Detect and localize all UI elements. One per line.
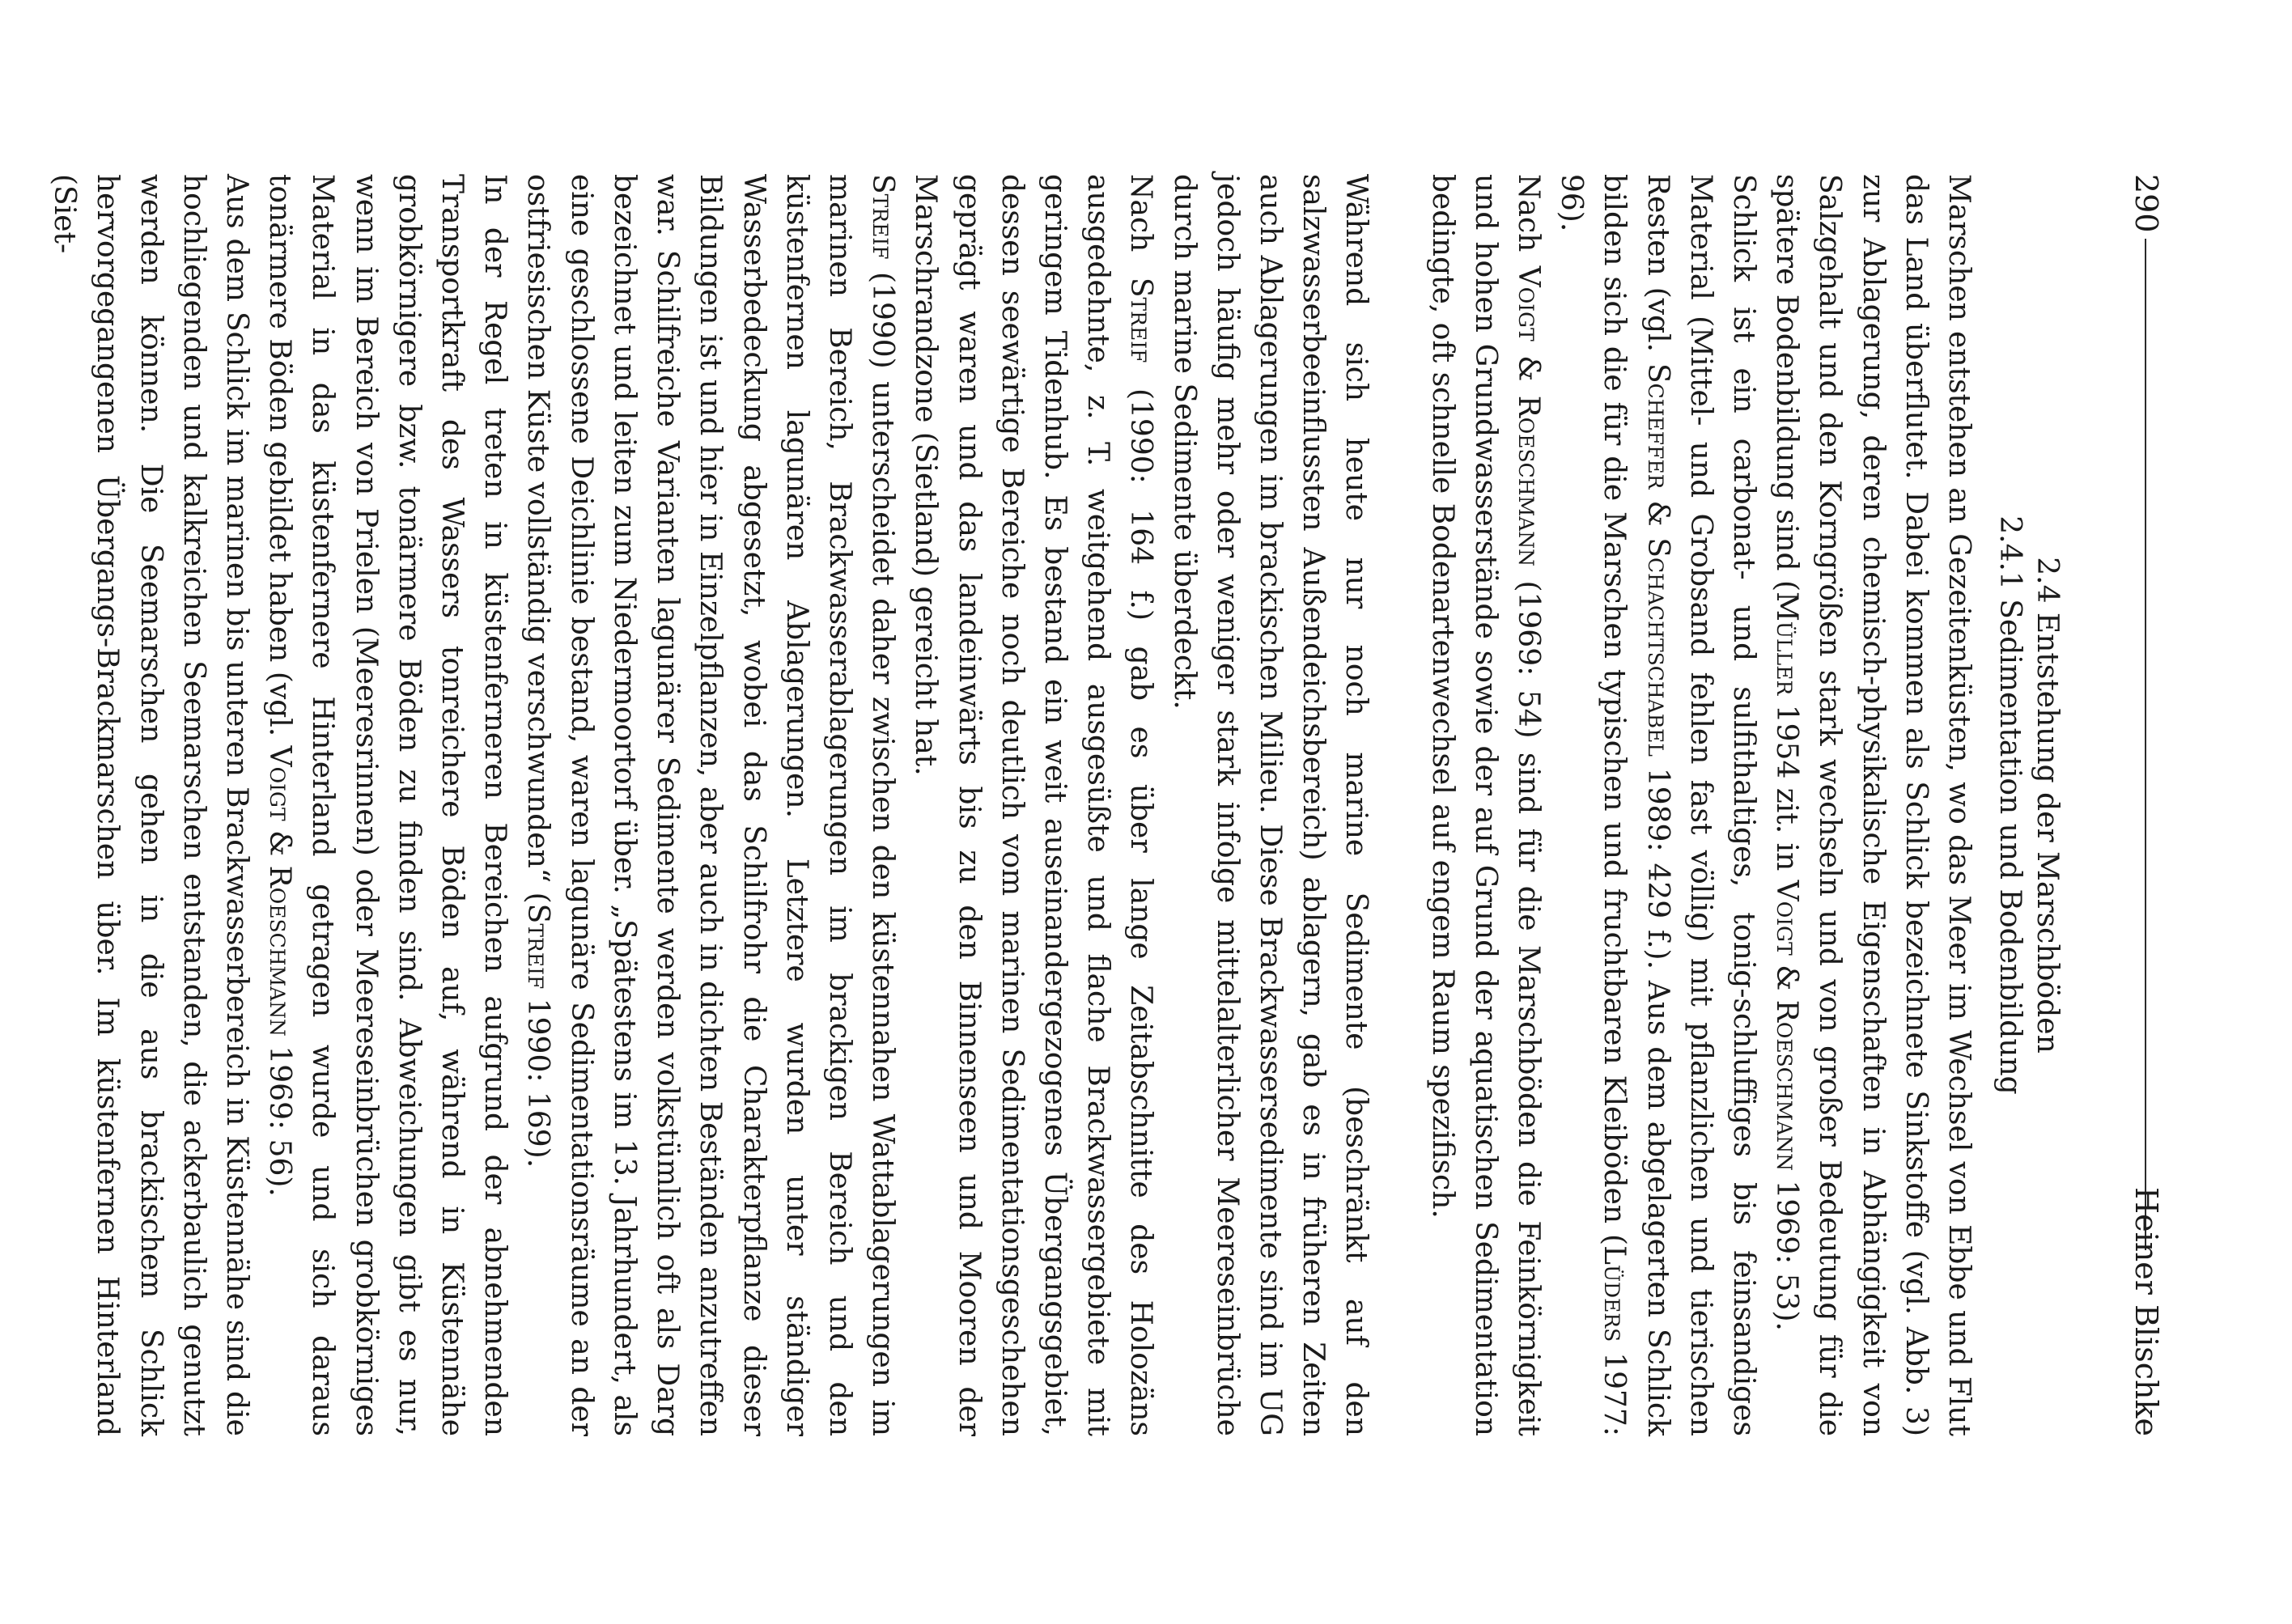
- cited-author: Voigt: [263, 745, 297, 821]
- paragraph-text: &: [1640, 489, 1674, 538]
- cited-author: Scheffer: [1640, 363, 1674, 490]
- cited-author: Roeschmann: [1511, 395, 1545, 566]
- paragraph-text: 1969: 53).: [1770, 1171, 1804, 1331]
- paragraph-text: (1990) unterscheidet daher zwischen den küstennahen Wattablagerungen im marinen Bereich, Brackwasserablagerungen im brackigen Bereich und den küstenfernen lagunären Ablagerungen. Letztere wurden unter ständiger Wasserbedeckung abgesetzt, wobei das Schilfrohr die Charakterpflanze dieser Bildungen ist und hier in Einzelpflanzen, aber auch in dichten Beständen anzutreffen war. Schilfreiche Varianten lagunärer Sedimente werden volkstümlich oft als Darg bezeichnet und leiten zum Niedermoortorf über. „Spätestens im 13. Jahrhundert, als eine geschlossene Deichlinie bestand, waren lagunäre Sedimentationsräume an der ostfriesischen Küste vollständig verschwunden“ (: [521, 174, 900, 1436]
- section-headings: [1991, 174, 2065, 1436]
- body-text: [43, 174, 1980, 1436]
- cited-author: Voigt: [1770, 880, 1804, 956]
- paragraph-text: 1990: 169).: [521, 989, 555, 1168]
- paragraph-text: Aus dem Schlick im marinen bis unteren Brackwasserbereich in Küstennähe sind die hochliegenden und kalkreichen Seemarschen entstanden, die ackerbaulich genutzt werden können. Die Seemarschen gehen in die aus brackischem Schlick hervorgegangenen Übergangs-Brackmarschen über. Im küstenfernen Hinterland (Siet-: [48, 174, 254, 1436]
- cited-author: Lüders: [1598, 1245, 1632, 1342]
- author-name: Heiner Blischke: [2129, 1187, 2164, 1436]
- cited-author: Streif: [1124, 277, 1158, 363]
- cited-author: Roeschmann: [1770, 999, 1804, 1172]
- body-paragraph: [1162, 174, 1377, 1436]
- paragraph-text: 1989: 429 f.). Aus dem abgelagerten Schlick bilden sich die für die Marschen typischen und fruchtbaren Kleiböden (: [1598, 174, 1674, 1436]
- paragraph-text: Nach: [1124, 174, 1158, 278]
- body-paragraph: [1550, 174, 1765, 1436]
- paragraph-text: (1969: 54) sind für die Marschböden die Feinkörnigkeit und hohen Grundwasserstände sowie der auf Grund der aquatischen Sedimentation bedingte, oft schnelle Bodenartenwechsel auf engem Raum spezifisch.: [1425, 174, 1545, 1436]
- paragraph-text: Schlick ist ein carbonat- und sulfithaltiges, tonig-schluffiges bis feinsandiges Material (Mittel- und Grobsand fehlen fast völlig) mit pflanzlichen und tierischen Resten (vgl.: [1640, 174, 1760, 1436]
- body-paragraph: [1765, 174, 1980, 1436]
- subsection-heading: 2.4.1 Sedimentation und Bodenbildung: [1993, 515, 2027, 1095]
- page-number: 290: [2129, 174, 2164, 233]
- header-rule: [2145, 239, 2146, 1250]
- paragraph-text: Nach: [1511, 174, 1545, 266]
- paragraph-text: (1990: 164 f.) gab es über lange Zeitabschnitte des Holozäns ausgedehnte, z. T. weitgehend ausgesüßte und flache Brackwassergebiete mit geringem Tidenhub. Es bestand ein weit auseinandergezogenes Übergangsgebiet, dessen seewärtige Bereiche noch deutlich vom marinen Sedimentationsgeschehen geprägt waren und das landeinwärts bis zu den Binnenseen und Mooren der Marschrandzone (Sietland) gereicht hat.: [909, 174, 1158, 1436]
- cited-author: Streif: [866, 174, 900, 260]
- body-paragraph: [904, 174, 1162, 1436]
- body-paragraph: [43, 174, 258, 1436]
- body-paragraph: [258, 174, 516, 1436]
- cited-author: Roeschmann: [263, 865, 297, 1037]
- body-paragraph: [1420, 174, 1550, 1436]
- paragraph-text: &: [263, 820, 297, 866]
- paragraph-text: 1977: 96).: [1555, 174, 1632, 1436]
- paragraph-text: &: [1770, 955, 1804, 1000]
- paragraph-text: Marschen entstehen an Gezeitenküsten, wo das Meer im Wechsel von Ebbe und Flut das Land überflutet. Dabei kommen als Schlick bezeichnete Sinkstoffe (vgl. Abb. 3) zur Ablagerung, deren chemisch-physikalische Eigenschaften in Abhängigkeit von Salzgehalt und den Korngrößen stark wechseln und von großer Bedeutung für die spätere Bodenbildung sind (: [1770, 174, 1976, 1436]
- section-heading: 2.4 Entstehung der Marschböden: [2031, 557, 2064, 1054]
- cited-author: Schachtschabel: [1640, 537, 1674, 757]
- paragraph-text: 1954 zit. in: [1770, 695, 1804, 880]
- paragraph-text: &: [1511, 341, 1545, 396]
- paragraph-text: In der Regel treten in küstenferneren Bereichen aufgrund der abnehmenden Transportkraft des Wassers tonreichere Böden auf, während in Küstennähe grobkörnigere bzw. tonärmere Böden zu finden sind. Abweichungen gibt es nur, wenn im Bereich von Prielen (Meeresrinnen) oder Meereseinbrüchen grobkörniges Material in das küstenfernere Hinterland getragen wurde und sich daraus tonärmere Böden gebildet haben (vgl.: [263, 174, 512, 1436]
- paragraph-text: 1969: 56).: [263, 1036, 297, 1197]
- running-head: [2122, 174, 2171, 1436]
- cited-author: Voigt: [1511, 265, 1545, 341]
- cited-author: Streif: [521, 903, 555, 990]
- body-paragraph: [516, 174, 904, 1436]
- paragraph-text: Während sich heute nur noch marine Sedimente (beschränkt auf den salzwasserbeeinflussten Außendeichsbereich) ablagern, gab es in früheren Zeiten auch Ablagerungen im brackischen Milieu. Diese Brackwassersedimente sind im UG jedoch häufig mehr oder weniger stark infolge mittelalterlicher Meereseinbrüche durch marine Sedimente überdeckt.: [1167, 174, 1373, 1436]
- cited-author: Müller: [1770, 592, 1804, 696]
